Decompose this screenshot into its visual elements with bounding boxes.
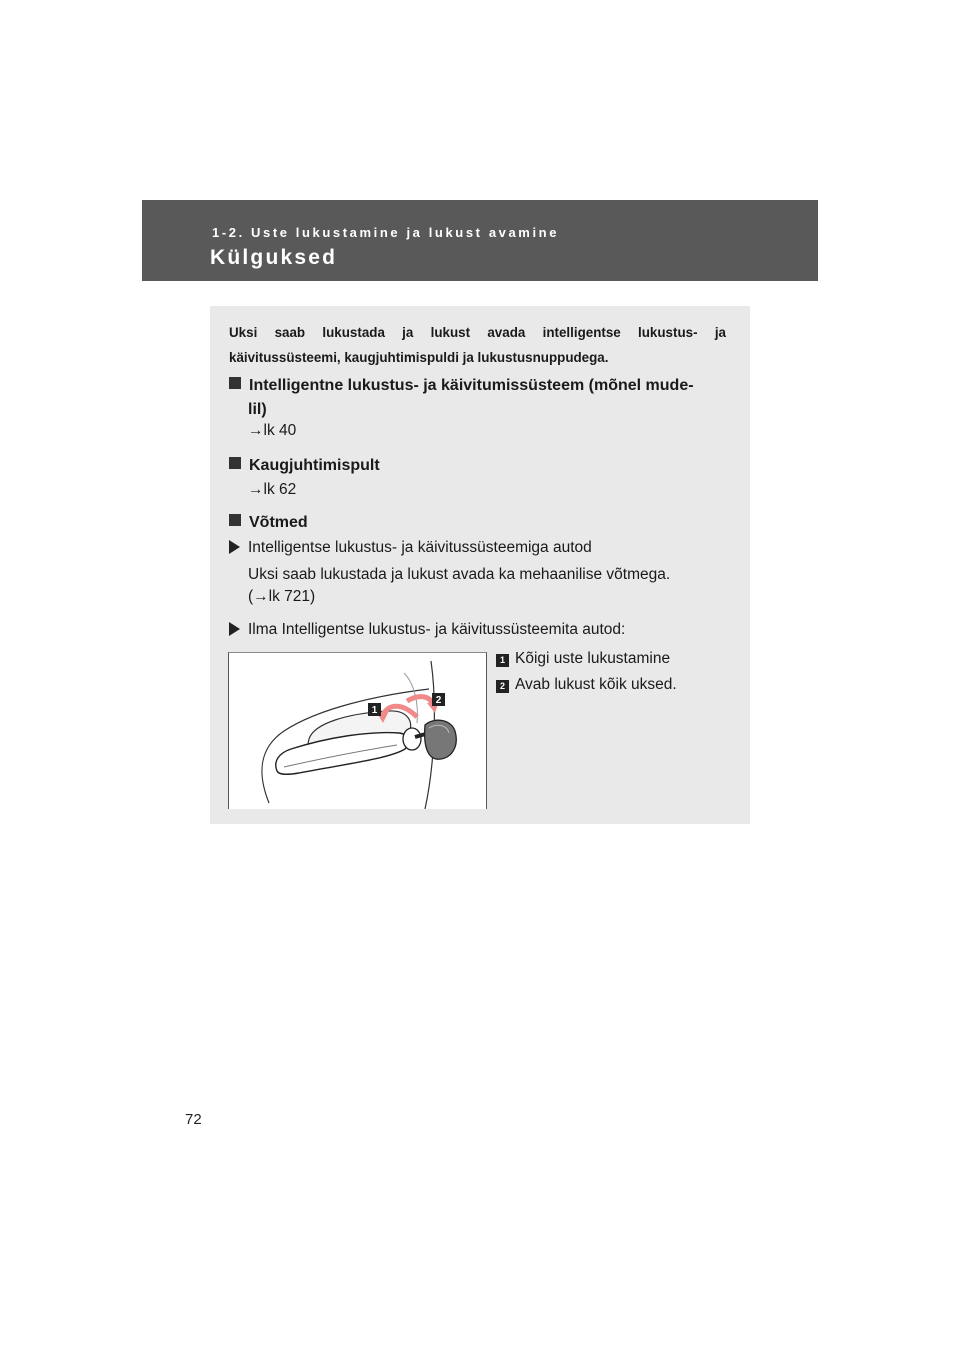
heading-remote: Kaugjuhtimispult	[229, 454, 729, 478]
ref-smart-entry[interactable]: →lk 40	[248, 422, 297, 439]
triangle-bullet-icon	[229, 622, 240, 636]
heading-smart-entry-line2: lil)	[248, 401, 267, 418]
mechanical-key-para-line2[interactable]: (→lk 721)	[248, 588, 316, 605]
door-handle-key-illustration	[228, 652, 487, 809]
triangle-bullet-icon	[229, 540, 240, 554]
legend-item-lock: 1 Kõigi uste lukustamine	[496, 648, 670, 670]
door-handle-key-drawing	[229, 653, 486, 809]
number-box-icon: 2	[496, 680, 509, 693]
illustration-label-2: 2	[435, 695, 442, 706]
section-label: 1-2. Uste lukustamine ja lukust avamine	[212, 225, 560, 240]
square-bullet-icon	[229, 377, 241, 389]
page-number: 72	[185, 1111, 202, 1128]
illustration-label-1: 1	[371, 705, 378, 716]
mechanical-key-para-line1: Uksi saab lukustada ja lukust avada ka mehaanilise võtmega.	[248, 566, 671, 583]
number-box-icon: 1	[496, 654, 509, 667]
bullet-without-smart-entry: Ilma Intelligentse lukustus- ja käivitussüsteemita autod:	[229, 619, 625, 641]
square-bullet-icon	[229, 514, 241, 526]
page-title: Külguksed	[210, 246, 338, 269]
content-panel	[210, 306, 750, 824]
heading-keys: Võtmed	[229, 511, 729, 535]
legend-item-unlock: 2 Avab lukust kõik uksed.	[496, 674, 677, 696]
intro-text: Uksi saab lukustada ja lukust avada intelligentse lukustus- ja käivitussüsteemi, kaugjuhtimispuldi ja lukustusnuppudega.	[229, 325, 726, 365]
bullet-with-smart-entry: Intelligentse lukustus- ja käivitussüsteemiga autod	[229, 537, 592, 559]
heading-smart-entry: Intelligentne lukustus- ja käivitumissüsteem (mõnel mude-	[229, 374, 729, 398]
section-header	[142, 200, 818, 281]
square-bullet-icon	[229, 457, 241, 469]
ref-remote[interactable]: →lk 62	[248, 481, 297, 498]
